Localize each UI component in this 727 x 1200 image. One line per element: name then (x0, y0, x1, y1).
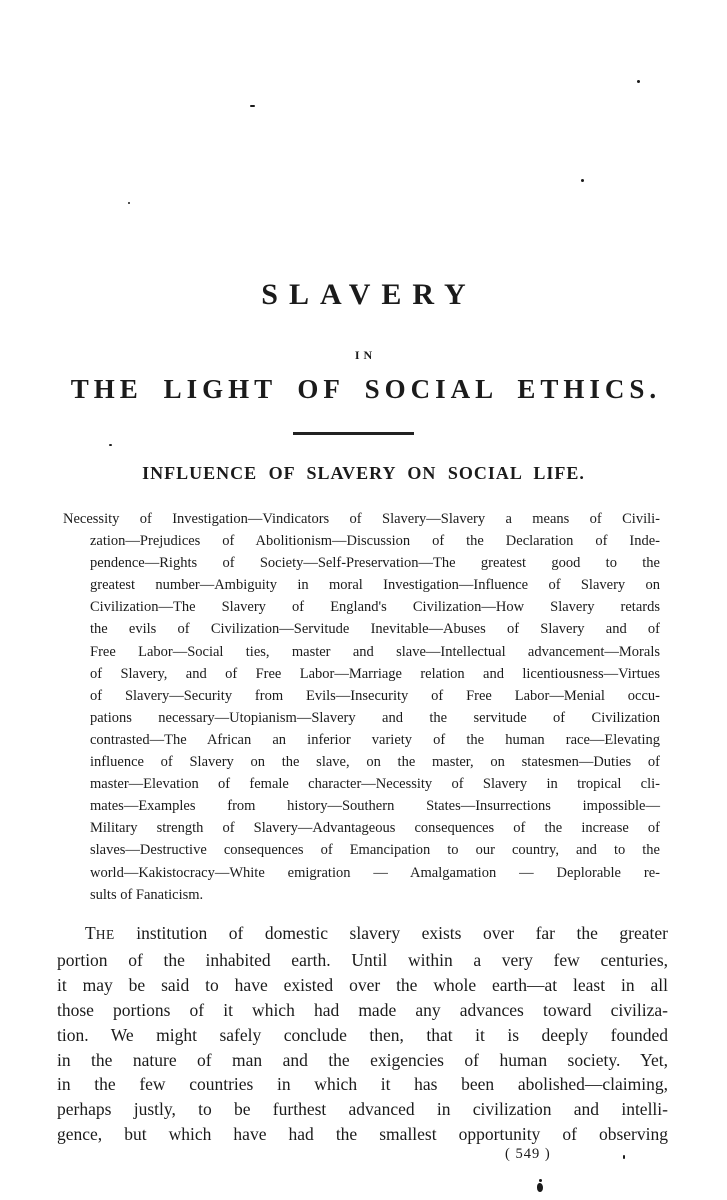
ink-speck (581, 179, 584, 182)
lead-smallcaps: HE (95, 927, 115, 942)
summary-line: world—Kakistocracy—White emigration — Amalgamation — Deplorable re- (90, 864, 660, 881)
ink-speck (637, 80, 640, 83)
summary-line: contrasted—The African an inferior variety of the human race—Elevating (90, 731, 660, 748)
body-line: gence, but which have had the smallest opportunity of observing (57, 1124, 668, 1145)
summary-line: of Slavery—Security from Evils—Insecurity of Free Labor—Menial occu- (90, 687, 660, 704)
body-line-text: institution of domestic slavery exists over far the greater (114, 923, 668, 943)
summary-line: slaves—Destructive consequences of Emancipation to our country, and to the (90, 842, 660, 859)
book-subtitle: THE LIGHT OF SOCIAL ETHICS. (70, 374, 662, 404)
body-line: those portions of it which had made any advances toward civiliza- (57, 999, 668, 1020)
book-title: SLAVERY (261, 278, 477, 311)
body-lines (57, 948, 668, 1147)
summary-line: zation—Prejudices of Abolitionism—Discussion of the Declaration of Inde- (90, 533, 660, 550)
ink-speck (128, 202, 130, 204)
summary-line: pations necessary—Utopianism—Slavery and the servitude of Civilization (90, 709, 660, 726)
divider-rule (293, 432, 414, 435)
body-line (57, 921, 668, 948)
summary-line: sults of Fanaticism. (90, 886, 204, 903)
chapter-heading: INFLUENCE OF SLAVERY ON SOCIAL LIFE. (142, 463, 585, 483)
summary-line: master—Elevation of female character—Necessity of Slavery in tropical cli- (90, 776, 660, 793)
body-line: tion. We might safely conclude then, that it is deeply founded (57, 1024, 668, 1045)
ink-speck (623, 1155, 625, 1159)
body-line: it may be said to have existed over the whole earth—at least in all (57, 974, 668, 995)
body-line: in the nature of man and the exigencies of human society. Yet, (57, 1049, 668, 1070)
printer-ink-mark (537, 1179, 544, 1193)
ink-speck (537, 1183, 543, 1192)
summary-line: greatest number—Ambiguity in moral Investigation—Influence of Slavery on (90, 577, 660, 594)
body-line: perhaps justly, to be furthest advanced in civilization and intelli- (57, 1099, 668, 1120)
summary-line: of Slavery, and of Free Labor—Marriage relation and licentiousness—Virtues (90, 665, 660, 682)
body-line: in the few countries in which it has been abolished—claiming, (57, 1074, 668, 1095)
ink-speck (539, 1179, 542, 1182)
body-line: portion of the inhabited earth. Until within a very few centuries, (57, 949, 668, 970)
lead-capital: T (85, 923, 96, 943)
ink-speck (109, 444, 112, 446)
summary-line: Free Labor—Social ties, master and slave—Intellectual advancement—Morals (90, 643, 660, 660)
page-number: ( 549 ) (505, 1146, 551, 1162)
summary-line: influence of Slavery on the slave, on the master, on statesmen—Duties of (90, 754, 660, 771)
chapter-summary (63, 508, 660, 906)
summary-line: Military strength of Slavery—Advantageous consequences of the increase of (90, 820, 660, 837)
summary-line: Necessity of Investigation—Vindicators of Slavery—Slavery a means of Civili- (63, 511, 660, 527)
summary-line: Civilization—The Slavery of England's Civilization—How Slavery retards (90, 599, 660, 616)
ink-speck (250, 105, 255, 107)
summary-line: the evils of Civilization—Servitude Inevitable—Abuses of Slavery and of (90, 621, 660, 638)
summary-line: pendence—Rights of Society—Self-Preservation—The greatest good to the (90, 555, 660, 572)
summary-line: mates—Examples from history—Southern States—Insurrections impossible— (90, 798, 660, 815)
book-title-connector: IN (354, 348, 377, 362)
body-paragraph (57, 921, 668, 1147)
